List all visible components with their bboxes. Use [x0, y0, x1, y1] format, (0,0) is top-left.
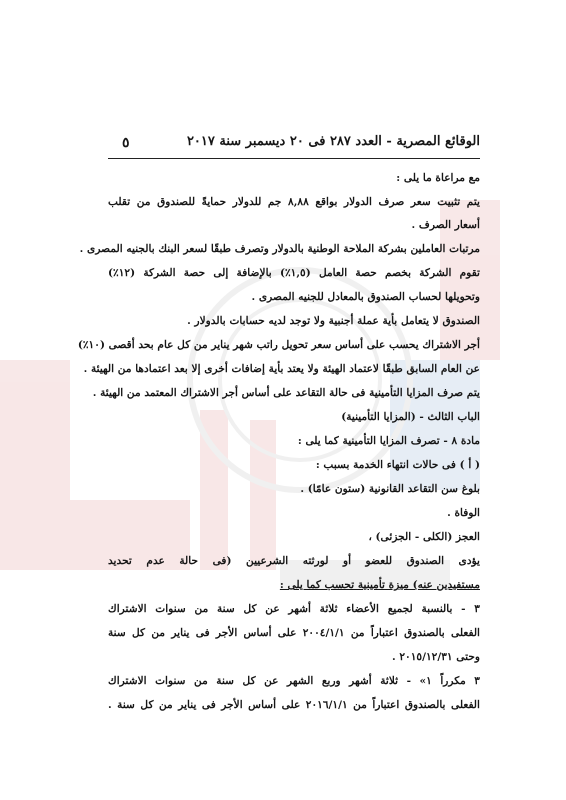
- body-line: يؤدى الصندوق للعضو أو لورثته الشرعيين (فى حالة عدم تحديد: [108, 555, 480, 567]
- body-line: الوفاة .: [447, 507, 480, 519]
- body-line: الفعلى بالصندوق اعتباراً من ٢٠٠٤/١/١ على أساس الأجر فى يناير من كل سنة: [108, 627, 480, 639]
- body-line: وحتى ٢٠١٥/١٢/٣١ .: [391, 651, 480, 663]
- header-rule: [108, 158, 480, 159]
- section-heading: الباب الثالث - (المزايا التأمينية): [341, 411, 480, 423]
- body-line: ٣ مكرراً ١» - ثلاثة أشهر وربع الشهر عن كل سنة من سنوات الاشتراك: [108, 675, 480, 687]
- body-line: أسعار الصرف .: [411, 219, 480, 231]
- page-number: ٥: [122, 135, 130, 151]
- body-line: مستفيدين عنه) ميزة تأمينية تحسب كما يلى :: [279, 579, 480, 591]
- body-line: ( أ ) فى حالات انتهاء الخدمة بسبب :: [315, 459, 480, 471]
- body-line: وتحويلها لحساب الصندوق بالمعادل للجنيه المصرى .: [251, 291, 480, 303]
- body-line: الفعلى بالصندوق اعتباراً من ٢٠١٦/١/١ على أساس الأجر فى يناير من كل سنة .: [108, 699, 480, 711]
- body-line: ٣ - بالنسبة لجميع الأعضاء ثلاثة أشهر عن كل سنة من سنوات الاشتراك: [108, 603, 480, 615]
- body-line: بلوغ سن التقاعد القانونية (ستون عامًا) .: [300, 483, 480, 495]
- body-line: عن العام السابق طبقًا لاعتماد الهيئة ولا يعتد بأية إضافات أخرى إلا بعد اعتمادها من الهيئة .: [83, 363, 480, 375]
- body-line: أجر الاشتراك يحسب على أساس سعر تحويل راتب شهر يناير من كل عام بحد أقصى (١٠٪): [77, 339, 480, 351]
- body-line: العجز (الكلى - الجزئى) ،: [368, 531, 480, 543]
- article-heading: مادة ٨ - تصرف المزايا التأمينية كما يلى :: [297, 435, 480, 447]
- body-line: يتم تثبيت سعر صرف الدولار بواقع ٨,٨٨ جم للدولار حمايةً للصندوق من تقلب: [108, 196, 480, 208]
- running-title: الوقائع المصرية - العدد ٢٨٧ فى ٢٠ ديسمبر سنة ٢٠١٧: [186, 134, 480, 149]
- body-line: يتم صرف المزايا التأمينية فى حالة التقاعد على أساس أجر الاشتراك المعتمد من الهيئة .: [92, 387, 480, 399]
- body-line: تقوم الشركة بخصم حصة العامل (١,٥٪) بالإضافة إلى حصة الشركة (١٢٪): [108, 267, 480, 279]
- body-line: مع مراعاة ما يلى :: [396, 172, 480, 184]
- body-line: مرتبات العاملين بشركة الملاحة الوطنية بالدولار وتصرف طبقًا لسعر البنك بالجنيه المصرى .: [79, 243, 480, 255]
- body-line: الصندوق لا يتعامل بأية عملة أجنبية ولا توجد لديه حسابات بالدولار .: [187, 315, 480, 327]
